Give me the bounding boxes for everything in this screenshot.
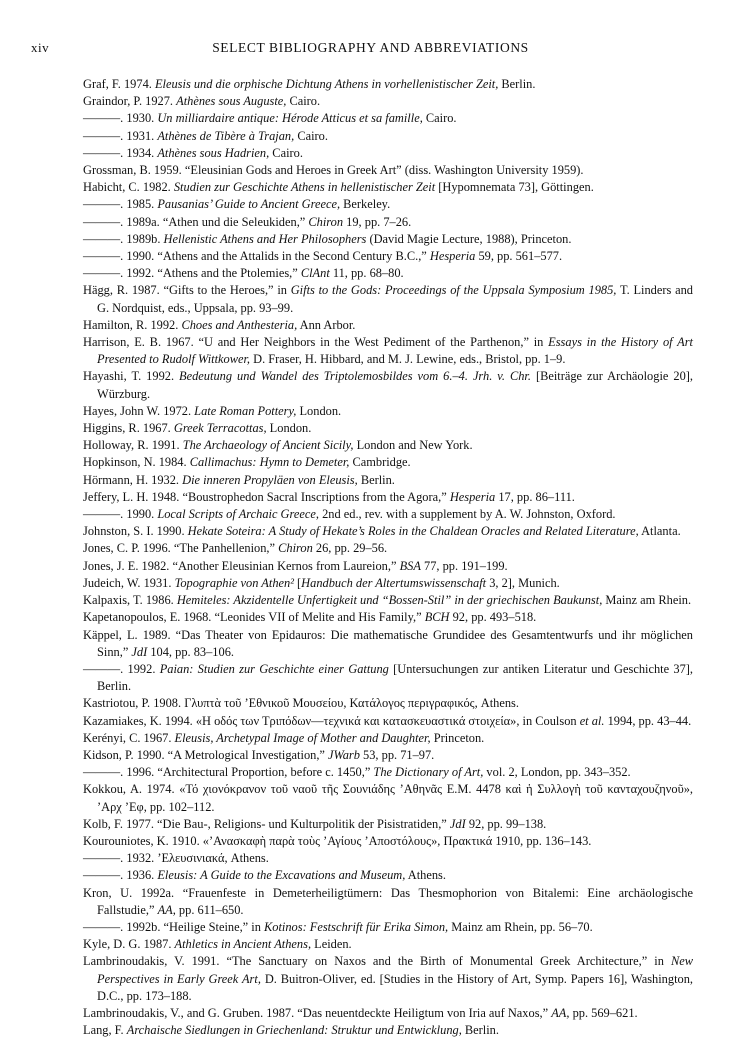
bibliography-entry bbox=[83, 472, 693, 489]
entry-title-italic: Essays in the History of Art Presented to Rudolf Wittkower, bbox=[97, 335, 693, 367]
entry-text: Kokkou, A. 1974. «Τό χιονόκρανον τοῦ ναοῦ τῆς Σουνιάδης ’Αθηνᾶς E.M. 4478 καὶ ἡ Συλλογὴ τοῦ κανταχουζηνοῦ», ’Αρχ ’Εφ, pp. 102–112. bbox=[83, 782, 693, 814]
entry-text: [ bbox=[293, 575, 302, 590]
entry-text: 53, pp. 71–97. bbox=[359, 747, 435, 762]
entry-text: pp. 569–621. bbox=[569, 1005, 638, 1020]
entry-text: Hörmann, H. 1932. bbox=[83, 472, 183, 487]
bibliography-entry bbox=[83, 558, 693, 575]
entry-title-italic: Hemiteles: Akzidentelle Unfertigkeit und “Bossen-Stil” in der griechischen Baukunst, bbox=[176, 593, 603, 608]
entry-text: Kolb, F. 1977. “Die Bau-, Religions- und Kulturpolitik der Pisistratiden,” bbox=[83, 816, 450, 831]
entry-text: Leiden. bbox=[311, 937, 352, 952]
entry-text: ———. 1992. “Athens and the Ptolemies,” bbox=[83, 266, 301, 281]
entry-text: 92, pp. 99–138. bbox=[465, 816, 547, 831]
entry-text: ———. 1990. bbox=[83, 507, 158, 522]
entry-title-italic: JdI bbox=[131, 644, 148, 659]
entry-text: Berlin. bbox=[357, 472, 395, 487]
entry-text: Hayashi, T. 1992. bbox=[83, 369, 180, 384]
bibliography-entry bbox=[83, 592, 693, 609]
entry-text: (David Magie Lecture, 1988), Princeton. bbox=[366, 231, 572, 246]
entry-text: Judeich, W. 1931. bbox=[83, 575, 175, 590]
entry-title-italic: JWarb bbox=[328, 747, 360, 762]
entry-text: Käppel, L. 1989. “Das Theater von Epidauros: Die mathematische Grundidee des Gesamtentwurfs und ihr möglichen Sinn,” bbox=[83, 627, 693, 659]
entry-text: Mainz am Rhein. bbox=[602, 593, 692, 608]
entry-text: 104, pp. 83–106. bbox=[147, 644, 234, 659]
entry-text: Kastriotou, P. 1908. Γλυπτὰ τοῦ ’Εθνικοῦ Μουσείου, Κατάλογος περιγραφικός, Athens. bbox=[83, 696, 519, 711]
entry-text: Atlanta. bbox=[638, 524, 681, 539]
entry-text: Graindor, P. 1927. bbox=[83, 94, 177, 109]
entry-text: Berlin. bbox=[461, 1023, 499, 1038]
entry-text: 59, pp. 561–577. bbox=[475, 249, 563, 264]
entry-title-italic: Athènes sous Auguste, bbox=[176, 94, 287, 109]
bibliography-entry bbox=[83, 179, 693, 196]
entry-text: Cairo. bbox=[294, 128, 328, 143]
entry-text: [Untersuchungen zur antiken Literatur und Geschichte 37], Berlin. bbox=[97, 661, 693, 694]
bibliography-entry bbox=[83, 317, 693, 334]
entry-text: Kerényi, C. 1967. bbox=[83, 730, 175, 745]
entry-title-italic: Hesperia bbox=[429, 249, 476, 264]
bibliography-entry bbox=[83, 1005, 693, 1022]
entry-text: T. Linders and G. Nordquist, eds., Uppsala, pp. 93–99. bbox=[97, 283, 693, 315]
bibliography-entry bbox=[83, 919, 693, 936]
bibliography-entry bbox=[83, 936, 693, 953]
entry-text: ———. 1990. “Athens and the Attalids in the Second Century B.C.,” bbox=[83, 249, 430, 264]
entry-title-italic: Studien zur Geschichte Athens in hellenistischer Zeit bbox=[173, 180, 436, 195]
entry-text: Jones, C. P. 1996. “The Panhellenion,” bbox=[83, 541, 279, 556]
bibliography-entry bbox=[83, 695, 693, 712]
bibliography-entry bbox=[83, 523, 693, 540]
entry-text: Habicht, C. 1982. bbox=[83, 180, 174, 195]
entry-title-italic: Eleusis und die orphische Dichtung Athens in vorhellenistischer Zeit, bbox=[154, 77, 499, 91]
entry-text: 26, pp. 29–56. bbox=[312, 541, 388, 556]
bibliography-entry bbox=[83, 403, 693, 420]
entry-title-italic: Un milliardaire antique: Hérode Atticus et sa famille, bbox=[157, 111, 423, 126]
entry-text: Kron, U. 1992a. “Frauenfeste in Demeterheiligtümern: Das Thesmophorion von Bitalemi: Eine archäologische Fallstudie,” bbox=[83, 885, 693, 917]
bibliography-entry bbox=[83, 575, 693, 592]
entry-text: Lambrinoudakis, V. 1991. “The Sanctuary on Naxos and the Birth of Monumental Greek Architecture,” in bbox=[83, 954, 671, 969]
entry-text: Higgins, R. 1967. bbox=[83, 421, 174, 436]
entry-title-italic: BCH bbox=[424, 610, 450, 625]
entry-text: pp. 611–650. bbox=[175, 902, 244, 917]
entry-title-italic: Athènes de Tibère à Trajan, bbox=[157, 128, 295, 143]
bibliography-entry bbox=[83, 816, 693, 833]
bibliography-entry bbox=[83, 162, 693, 179]
entry-title-italic: Local Scripts of Archaic Greece, bbox=[157, 507, 319, 522]
entry-text: ———. 1989b. bbox=[83, 231, 164, 246]
entry-title-italic: Callimachus: Hymn to Demeter, bbox=[189, 455, 350, 470]
bibliography-entry bbox=[83, 850, 693, 867]
entry-text: Cairo. bbox=[269, 145, 303, 160]
entry-text: 17, pp. 86–111. bbox=[495, 489, 575, 504]
bibliography-entry bbox=[83, 713, 693, 730]
entry-title-italic: Eleusis: A Guide to the Excavations and Museum, bbox=[157, 868, 406, 883]
entry-text: Hägg, R. 1987. “Gifts to the Heroes,” in bbox=[83, 283, 291, 298]
bibliography-entry bbox=[83, 1022, 693, 1039]
entry-text: Kidson, P. 1990. “A Metrological Investigation,” bbox=[83, 747, 329, 762]
bibliography-entry bbox=[83, 110, 693, 127]
entry-text: [Hypomnemata 73], Göttingen. bbox=[435, 180, 594, 195]
bibliography-entry bbox=[83, 214, 693, 231]
entry-text: ———. 1996. “Architectural Proportion, before c. 1450,” bbox=[83, 765, 374, 780]
entry-text: vol. 2, London, pp. 343–352. bbox=[483, 765, 631, 780]
bibliography-entry bbox=[83, 489, 693, 506]
entry-title-italic: Late Roman Pottery, bbox=[194, 403, 297, 418]
entry-text: ———. 1992. bbox=[83, 661, 160, 676]
entry-text: Lang, F. bbox=[83, 1023, 127, 1038]
bibliography-entry bbox=[83, 76, 693, 93]
running-head: SELECT BIBLIOGRAPHY AND ABBREVIATIONS bbox=[212, 40, 529, 55]
entry-title-italic: Chiron bbox=[278, 541, 313, 556]
entry-text: Princeton. bbox=[430, 730, 485, 745]
entry-title-italic: Hellenistic Athens and Her Philosophers bbox=[163, 231, 367, 246]
bibliography-entry bbox=[83, 953, 693, 1005]
entry-title-italic: Hekate Soteira: A Study of Hekate’s Roles in the Chaldean Oracles and Related Literature, bbox=[187, 524, 639, 539]
bibliography-entry bbox=[83, 282, 693, 316]
entry-title-italic: Eleusis, Archetypal Image of Mother and Daughter, bbox=[174, 730, 431, 745]
entry-text: ———. 1930. bbox=[83, 111, 158, 126]
entry-title-italic: Chiron bbox=[308, 214, 344, 229]
bibliography-entry bbox=[83, 128, 693, 145]
bibliography-entry bbox=[83, 368, 693, 402]
entry-title-italic: Athletics in Ancient Athens, bbox=[174, 937, 312, 952]
entry-text: Grossman, B. 1959. “Eleusinian Gods and Heroes in Greek Art” (diss. Washington University 1959). bbox=[83, 163, 584, 178]
entry-title-italic: Archaische Siedlungen in Griechenland: Struktur und Entwicklung, bbox=[126, 1023, 462, 1038]
entry-title-italic: The Dictionary of Art, bbox=[373, 765, 484, 780]
entry-text: [Beiträge zur Archäologie 20], Würzburg. bbox=[97, 369, 693, 401]
bibliography-entry bbox=[83, 627, 693, 661]
entry-title-italic: New Perspectives in Early Greek Art, bbox=[97, 954, 693, 986]
entry-text: ———. 1932. ’Ελευσινιακά, Athens. bbox=[83, 851, 269, 866]
entry-text: Kalpaxis, T. 1986. bbox=[83, 593, 177, 608]
entry-title-italic: Paian: Studien zur Geschichte einer Gattung bbox=[159, 661, 389, 676]
bibliography-entry bbox=[83, 609, 693, 626]
entry-title-italic: ClAnt bbox=[300, 266, 330, 281]
entry-title-italic: The Archaeology of Ancient Sicily, bbox=[182, 438, 354, 453]
entry-text: Berlin. bbox=[498, 77, 536, 91]
page-number: xiv bbox=[31, 40, 50, 55]
bibliography-entry bbox=[83, 196, 693, 213]
entry-text: Graf, F. 1974. bbox=[83, 77, 155, 91]
bibliography-entry bbox=[83, 420, 693, 437]
entry-title-italic: AA, bbox=[157, 902, 176, 917]
entry-text: Kourouniotes, K. 1910. «’Ανασκαφὴ παρὰ τοὺς ’Αγίους ’Αποστόλους», Πρακτικά 1910, pp. 136–143. bbox=[83, 833, 592, 848]
entry-text: 19, pp. 7–26. bbox=[343, 214, 412, 229]
entry-text: Johnston, S. I. 1990. bbox=[83, 524, 188, 539]
bibliography-entry bbox=[83, 747, 693, 764]
bibliography-list bbox=[83, 76, 693, 1039]
bibliography-entry bbox=[83, 265, 693, 282]
entry-text: 3, 2], Munich. bbox=[486, 575, 560, 590]
entry-title-italic: Pausanias’ Guide to Ancient Greece, bbox=[157, 197, 341, 212]
bibliography-entry bbox=[83, 506, 693, 523]
entry-text: Jeffery, L. H. 1948. “Boustrophedon Sacral Inscriptions from the Agora,” bbox=[83, 489, 450, 504]
entry-title-italic: Die inneren Propyläen von Eleusis, bbox=[182, 472, 358, 487]
entry-text: Hayes, John W. 1972. bbox=[83, 403, 195, 418]
bibliography-entry bbox=[83, 781, 693, 815]
entry-text: Hopkinson, N. 1984. bbox=[83, 455, 190, 470]
bibliography-entry bbox=[83, 334, 693, 368]
entry-text: London and New York. bbox=[353, 438, 473, 453]
entry-text: 2nd ed., rev. with a supplement by A. W. Johnston, Oxford. bbox=[318, 507, 616, 522]
entry-text: Kapetanopoulos, E. 1968. “Leonides VII of Melite and His Family,” bbox=[83, 610, 425, 625]
entry-text: Cairo. bbox=[286, 94, 321, 109]
entry-text: Kyle, D. G. 1987. bbox=[83, 937, 175, 952]
entry-text: London. bbox=[296, 403, 342, 418]
bibliography-entry bbox=[83, 867, 693, 884]
entry-text: Berkeley. bbox=[340, 197, 391, 212]
entry-title-italic: Gifts to the Gods: Proceedings of the Uppsala Symposium 1985, bbox=[290, 283, 617, 298]
bibliography-entry bbox=[83, 730, 693, 747]
entry-text: Jones, J. E. 1982. “Another Eleusinian Kernos from Laureion,” bbox=[83, 558, 400, 573]
entry-title-italic: Hesperia bbox=[449, 489, 496, 504]
entry-title-italic: Athènes sous Hadrien, bbox=[157, 145, 270, 160]
entry-text: Ann Arbor. bbox=[297, 317, 356, 332]
entry-text: Harrison, E. B. 1967. “U and Her Neighbors in the West Pediment of the Parthenon,” in bbox=[83, 335, 549, 350]
bibliography-entry bbox=[83, 231, 693, 248]
entry-title-italic: et al. bbox=[579, 713, 605, 728]
entry-title-italic: Greek Terracottas, bbox=[173, 421, 267, 436]
entry-title-italic: Choes and Anthesteria, bbox=[181, 317, 298, 332]
bibliography-entry bbox=[83, 540, 693, 557]
entry-text: Hamilton, R. 1992. bbox=[83, 317, 182, 332]
bibliography-entry bbox=[83, 661, 693, 695]
bibliography-entry bbox=[83, 764, 693, 781]
entry-text: ———. 1936. bbox=[83, 868, 158, 883]
entry-text: Holloway, R. 1991. bbox=[83, 438, 183, 453]
entry-text: ———. 1934. bbox=[83, 145, 158, 160]
entry-title-italic: Handbuch der Altertumswissenschaft bbox=[301, 575, 487, 590]
bibliography-entry bbox=[83, 833, 693, 850]
entry-text: ———. 1992b. “Heilige Steine,” in bbox=[83, 919, 265, 934]
entry-text: Mainz am Rhein, pp. 56–70. bbox=[448, 919, 593, 934]
entry-title-italic: JdI bbox=[449, 816, 466, 831]
entry-text: Cambridge. bbox=[349, 455, 411, 470]
bibliography-entry bbox=[83, 454, 693, 471]
entry-text: Kazamiakes, K. 1994. «Η οδός των Τριπόδων—τεχνικά και κατασκευαστικά στοιχεία», in Coulson bbox=[83, 713, 580, 728]
bibliography-entry bbox=[83, 93, 693, 110]
entry-text: 11, pp. 68–80. bbox=[329, 266, 404, 281]
entry-text: 92, pp. 493–518. bbox=[449, 610, 537, 625]
entry-title-italic: AA, bbox=[551, 1005, 570, 1020]
entry-text: Lambrinoudakis, V., and G. Gruben. 1987. “Das neuentdeckte Heiligtum von Iria auf Naxos,” bbox=[83, 1005, 552, 1020]
bibliography-entry bbox=[83, 248, 693, 265]
bibliography-entry bbox=[83, 145, 693, 162]
entry-title-italic: Topographie von Athen² bbox=[174, 575, 294, 590]
entry-text: London. bbox=[266, 421, 312, 436]
bibliography-entry bbox=[83, 885, 693, 919]
entry-text: D. Fraser, H. Hibbard, and M. J. Lewine, eds., Bristol, pp. 1–9. bbox=[250, 352, 566, 367]
entry-text: Cairo. bbox=[422, 111, 457, 126]
entry-title-italic: Kotinos: Festschrift für Erika Simon, bbox=[264, 919, 449, 934]
entry-text: 1994, pp. 43–44. bbox=[604, 713, 692, 728]
entry-text: ———. 1989a. “Athen und die Seleukiden,” bbox=[83, 214, 309, 229]
entry-title-italic: BSA bbox=[399, 558, 421, 573]
entry-title-italic: Bedeutung und Wandel des Triptolemosbildes vom 6.–4. Jrh. v. Chr. bbox=[179, 369, 531, 384]
entry-text: 77, pp. 191–199. bbox=[420, 558, 508, 573]
bibliography-entry bbox=[83, 437, 693, 454]
entry-text: Athens. bbox=[405, 868, 446, 883]
entry-text: ———. 1931. bbox=[83, 128, 158, 143]
entry-text: ———. 1985. bbox=[83, 197, 158, 212]
entry-text: D. Buitron-Oliver, ed. [Studies in the History of Art, Symp. Papers 16], Washington, D.C., pp. 173–188. bbox=[97, 971, 694, 1003]
